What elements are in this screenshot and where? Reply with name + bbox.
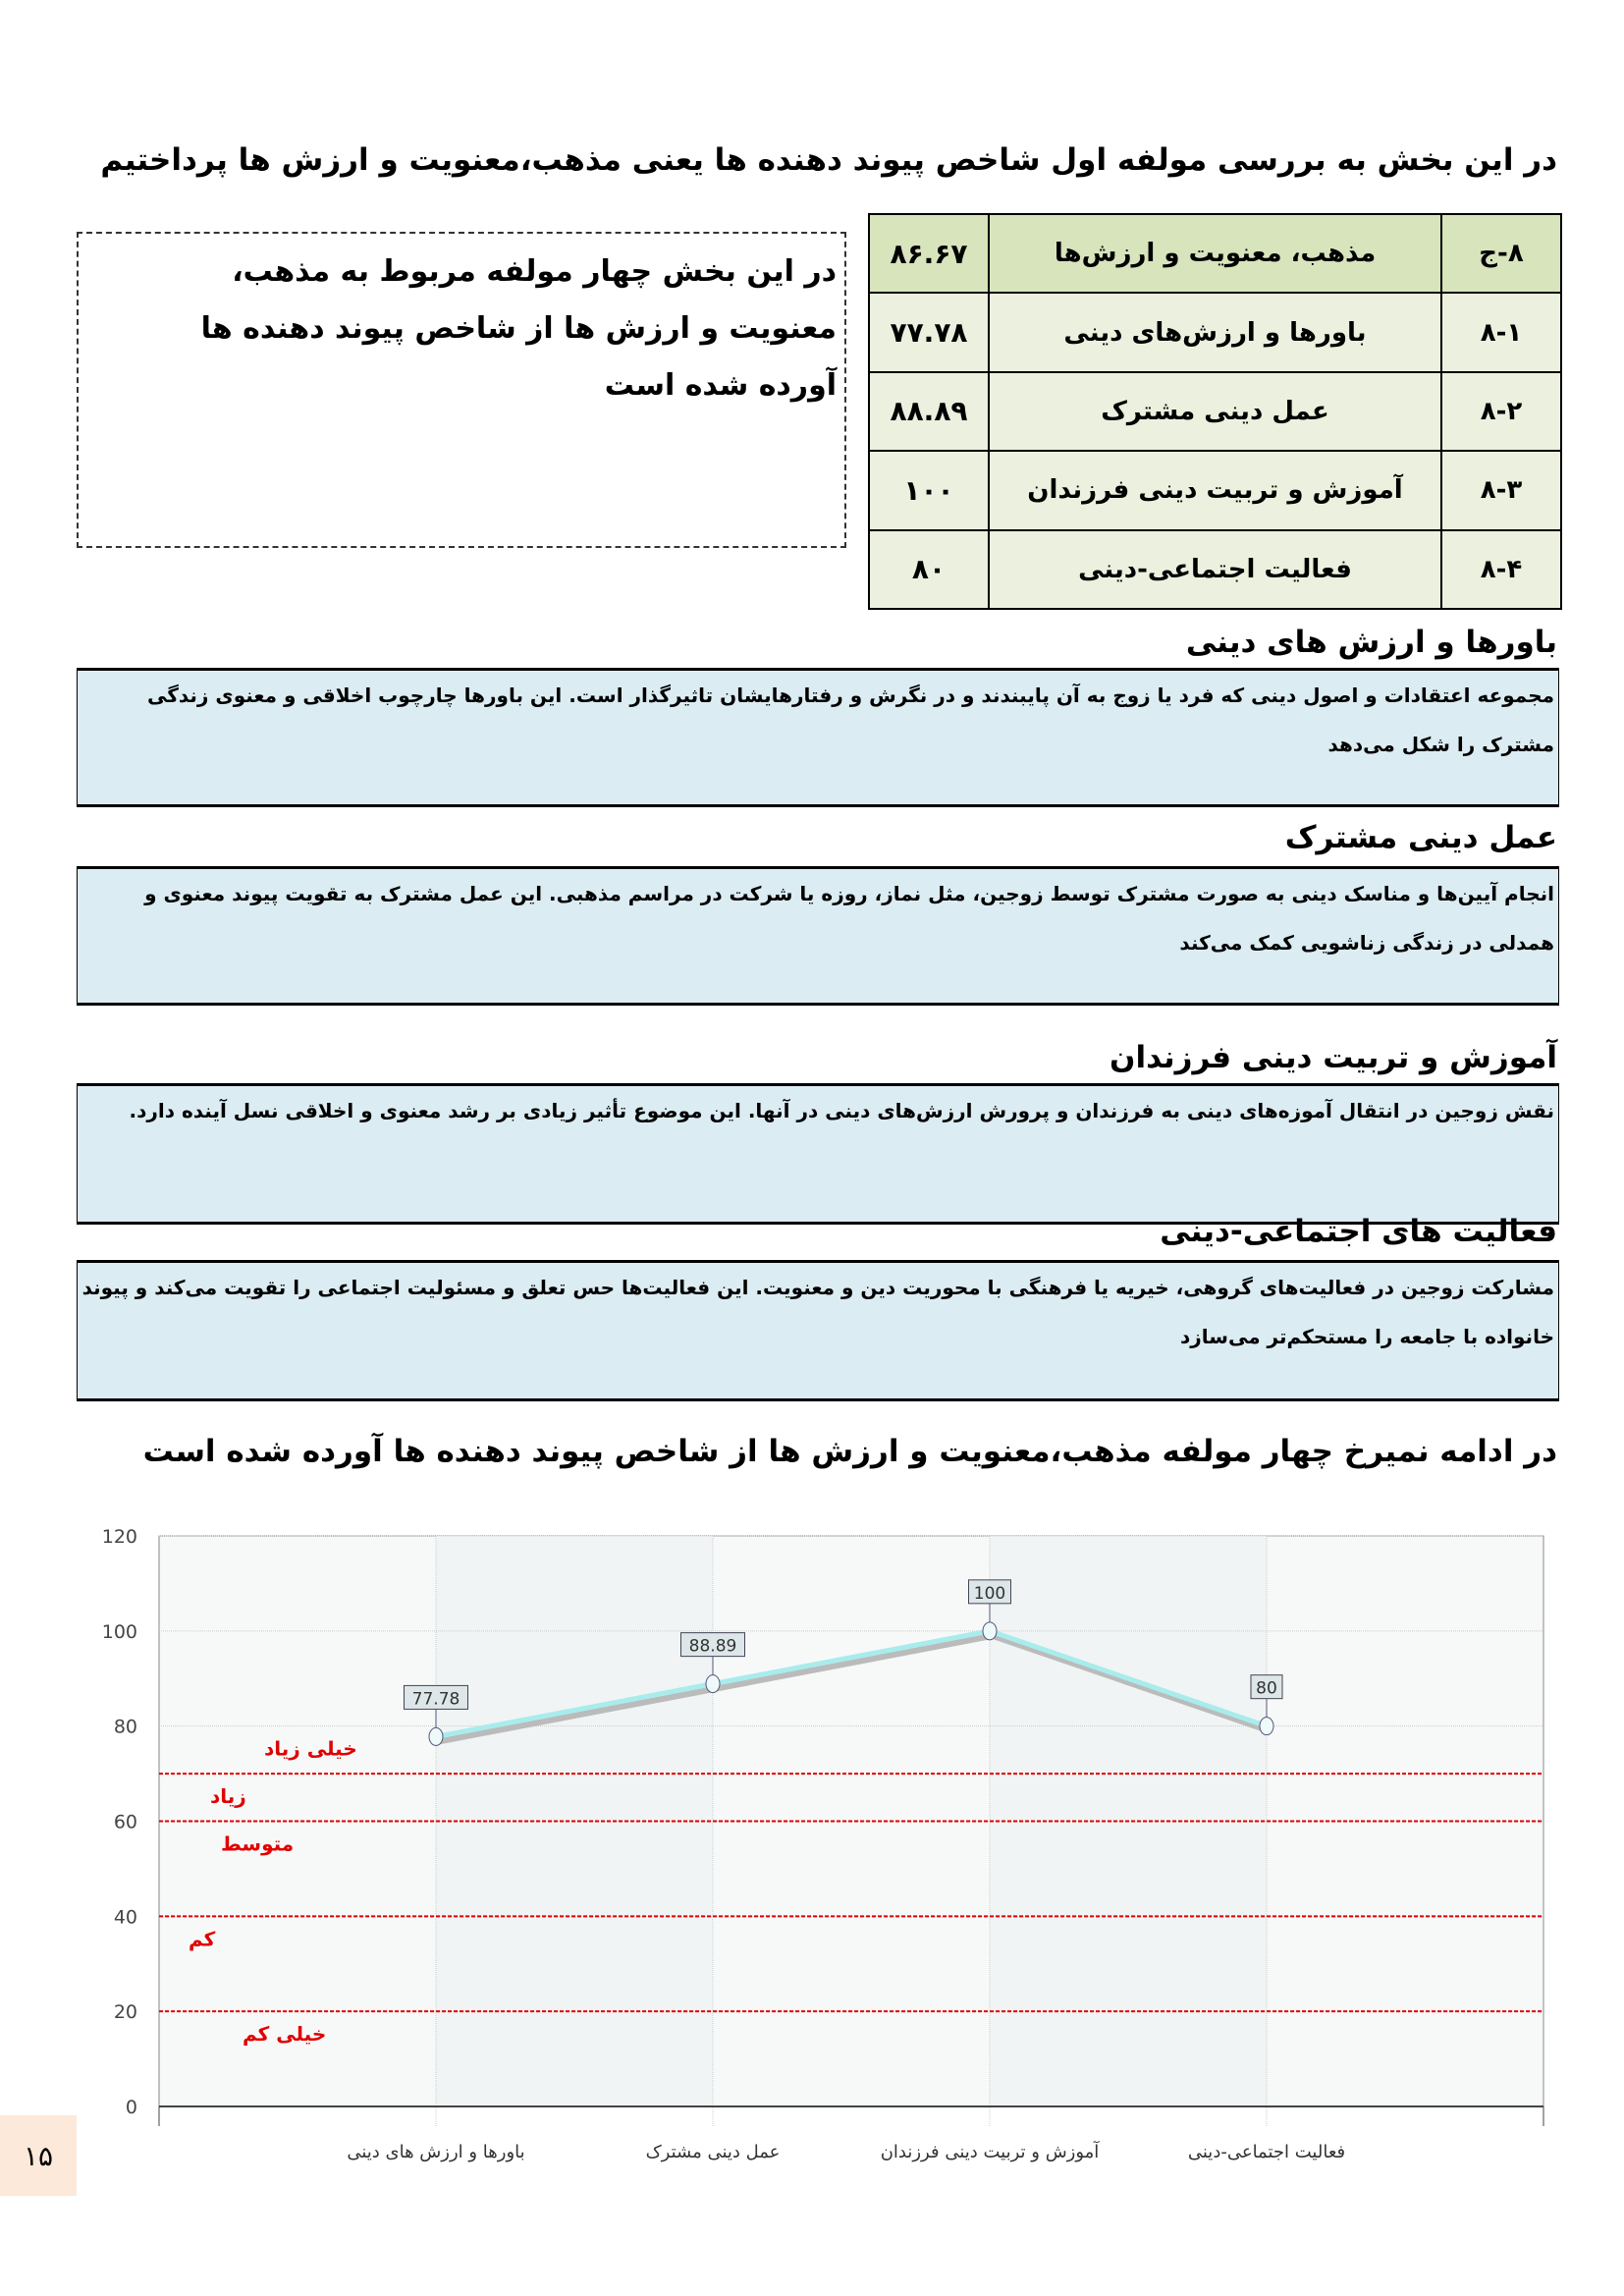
row-value: ۸۸.۸۹ (869, 372, 989, 451)
section-title: فعالیت های اجتماعی-دینی (1160, 1214, 1557, 1249)
row-id: ۸-ج (1441, 214, 1561, 293)
section-text-box: مشارکت زوجین در فعالیت‌های گروهی، خیریه یا فرهنگی با محوریت دین و معنویت. این فعالیت‌ها حس تعلق و مسئولیت اجتماعی را تقویت می‌کند و پیوند خانواده با جامعه را مستحکم‌تر می‌سازد (77, 1260, 1559, 1401)
data-label: 77.78 (411, 1689, 460, 1710)
threshold-label: کم (189, 1927, 216, 1951)
section-text-box: نقش زوجین در انتقال آموزه‌های دینی به فرزندان و پرورش ارزش‌های دینی در آنها. این موضوع تأثیر زیادی بر رشد معنوی و اخلاقی نسل آینده دارد. (77, 1083, 1559, 1225)
y-tick-label: 40 (113, 1906, 137, 1929)
table-header-row (869, 214, 1561, 293)
section-title: آموزش و تربیت دینی فرزندان (1110, 1040, 1557, 1075)
row-name: فعالیت اجتماعی-دینی (989, 530, 1441, 609)
section-text-box: مجموعه اعتقادات و اصول دینی که فرد یا زوج به آن پایبندند و در نگرش و رفتارهایشان تاثیرگذار است. این باورها چارچوب اخلاقی و معنوی زندگی مشترک را شکل می‌دهد (77, 668, 1559, 807)
data-point (1260, 1718, 1273, 1735)
y-tick-label: 80 (113, 1716, 137, 1738)
section-title: باورها و ارزش های دینی (1185, 625, 1557, 660)
threshold-label: خیلی زیاد (264, 1736, 357, 1761)
row-id: ۸-۲ (1441, 372, 1561, 451)
y-tick-label: 120 (101, 1526, 137, 1548)
threshold-label: متوسط (221, 1831, 295, 1856)
row-name: باورها و ارزش‌های دینی (989, 293, 1441, 371)
y-tick-label: 0 (125, 2097, 137, 2118)
row-id: ۸-۴ (1441, 530, 1561, 609)
row-value: ۷۷.۷۸ (869, 293, 989, 371)
chart-heading: در ادامه نمیرخ چهار مولفه مذهب،معنویت و ارزش ها از شاخص پیوند دهنده ها آورده شده است (142, 1434, 1557, 1469)
row-name: آموزش و تربیت دینی فرزندان (989, 451, 1441, 529)
data-label: 100 (973, 1583, 1006, 1604)
note-box: در این بخش چهار مولفه مربوط به مذهب، معنویت و ارزش ها از شاخص پیوند دهنده ها آورده شده است (77, 232, 846, 548)
data-point (983, 1622, 997, 1640)
row-value: ۸۰ (869, 530, 989, 609)
data-label: 80 (1256, 1678, 1277, 1699)
x-tick-label: آموزش و تربیت دینی فرزندان (880, 2142, 1100, 2162)
data-point (429, 1727, 443, 1745)
table-row (869, 530, 1561, 609)
row-name: مذهب، معنویت و ارزش‌ها (989, 214, 1441, 293)
intro-heading: در این بخش به بررسی مولفه اول شاخص پیوند دهنده ها یعنی مذهب،معنویت و ارزش ها پرداختیم (100, 142, 1557, 178)
data-label: 88.89 (688, 1636, 737, 1657)
y-tick-label: 100 (101, 1620, 137, 1643)
x-tick-label: باورها و ارزش های دینی (347, 2142, 525, 2162)
data-point (706, 1675, 720, 1693)
table-row (869, 372, 1561, 451)
x-tick-label: فعالیت اجتماعی-دینی (1187, 2142, 1346, 2162)
threshold-label: زیاد (210, 1784, 246, 1809)
row-name: عمل دینی مشترک (989, 372, 1441, 451)
threshold-label: خیلی کم (243, 2022, 327, 2047)
row-id: ۸-۱ (1441, 293, 1561, 371)
y-tick-label: 60 (113, 1811, 137, 1833)
table-row (869, 451, 1561, 529)
table-row (869, 293, 1561, 371)
scores-table (868, 213, 1562, 610)
row-id: ۸-۳ (1441, 451, 1561, 529)
x-tick-label: عمل دینی مشترک (645, 2142, 781, 2162)
section-title: عمل دینی مشترک (1284, 820, 1557, 855)
page-number: ۱۵ (0, 2115, 77, 2196)
row-value: ۱۰۰ (869, 451, 989, 529)
row-value: ۸۶.۶۷ (869, 214, 989, 293)
section-text-box: انجام آیین‌ها و مناسک دینی به صورت مشترک توسط زوجین، مثل نماز، روزه یا شرکت در مراسم مذهبی. این عمل مشترک به تقویت پیوند معنوی و همدلی در زندگی زناشویی کمک می‌کند (77, 866, 1559, 1006)
y-tick-label: 20 (113, 2001, 137, 2024)
